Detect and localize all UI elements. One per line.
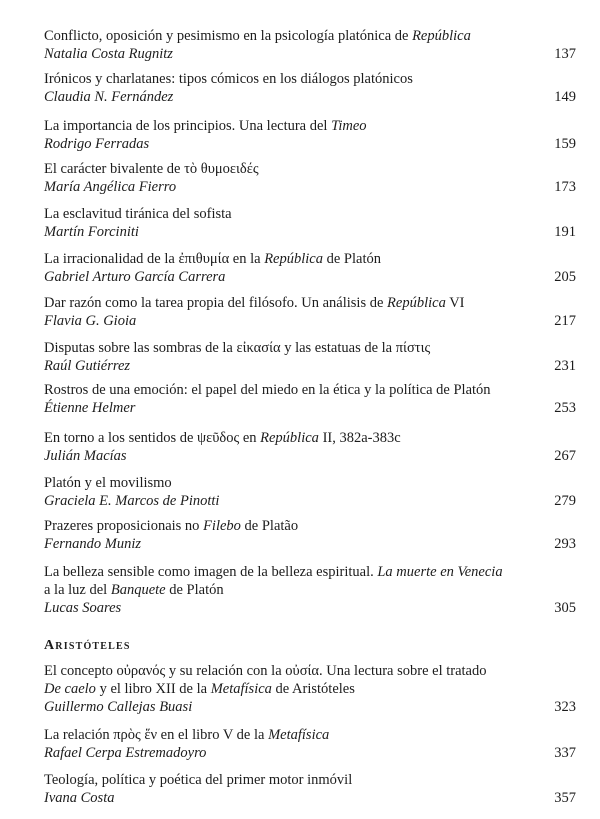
toc-entry: [44, 339, 576, 375]
entry-page-number: 191: [554, 224, 576, 240]
title-text: Teología, política y poética del primer motor inmóvil: [44, 772, 353, 788]
toc-entry: [44, 250, 576, 286]
entry-title: [44, 429, 576, 447]
entry-page-number: 253: [554, 400, 576, 416]
title-text: Conflicto, oposición y pesimismo en la psicología platónica de: [44, 28, 413, 44]
entry-author-row: [44, 744, 576, 762]
title-italic-text: República: [260, 430, 319, 446]
toc-entry: [44, 160, 576, 196]
entry-title-line-2: [44, 581, 576, 599]
toc-entry: [44, 70, 576, 106]
entry-author-row: [44, 535, 576, 553]
entry-author: Gabriel Arturo García Carrera: [44, 269, 226, 285]
entry-title: [44, 474, 576, 492]
entry-page-number: 323: [554, 699, 576, 715]
title-text: Platón y el movilismo: [44, 475, 172, 491]
entry-author-row: [44, 789, 576, 807]
title-text: Irónicos y charlatanes: tipos cómicos en los diálogos platónicos: [44, 71, 413, 87]
entry-author-row: [44, 447, 576, 465]
title-italic-text: Timeo: [331, 118, 367, 134]
entry-title: [44, 117, 576, 135]
title-italic-text: Banquete: [110, 582, 166, 598]
entry-page-number: 159: [554, 136, 576, 152]
toc-entry: [44, 517, 576, 553]
section-heading: Aristóteles: [44, 638, 131, 653]
entry-title: [44, 294, 576, 312]
title-text: La importancia de los principios. Una lectura del: [44, 118, 332, 134]
title-italic-text: República: [412, 28, 471, 44]
toc-entry: [44, 474, 576, 510]
entry-author: María Angélica Fierro: [44, 179, 177, 195]
entry-author: Fernando Muniz: [44, 536, 142, 552]
toc-entry: [44, 205, 576, 241]
entry-title: [44, 250, 576, 268]
entry-title-line-1: [44, 563, 576, 581]
entry-author-row: [44, 135, 576, 153]
toc-entry: [44, 662, 576, 716]
entry-author: Claudia N. Fernández: [44, 89, 174, 105]
entry-title: [44, 160, 576, 178]
toc-entry: [44, 563, 576, 617]
entry-author-row: [44, 45, 576, 63]
title-italic-text: De caelo: [44, 681, 96, 697]
entry-title-line-2: [44, 680, 576, 698]
title-italic-text: República: [387, 295, 446, 311]
entry-page-number: 217: [554, 313, 576, 329]
entry-page-number: 337: [554, 745, 576, 761]
entry-page-number: 205: [554, 269, 576, 285]
toc-entry: [44, 294, 576, 330]
entry-author: Julián Macías: [44, 448, 127, 464]
entry-title-line-1: [44, 662, 576, 680]
entry-page-number: 149: [554, 89, 576, 105]
entry-author: Graciela E. Marcos de Pinotti: [44, 493, 220, 509]
toc-entry: [44, 27, 576, 63]
entry-author-row: [44, 599, 576, 617]
title-text: La belleza sensible como imagen de la belleza espiritual.: [44, 564, 378, 580]
title-text: de Platón: [165, 582, 224, 598]
entry-title: [44, 339, 576, 357]
entry-title: [44, 726, 576, 744]
title-text: El concepto οὐρανός y su relación con la οὐσία. Una lectura sobre el tratado: [44, 663, 487, 679]
entry-title: [44, 27, 576, 45]
entry-author: Lucas Soares: [44, 600, 122, 616]
entry-author: Étienne Helmer: [44, 400, 136, 416]
title-text: Prazeres proposicionais no: [44, 518, 204, 534]
entry-title: [44, 70, 576, 88]
entry-author: Rafael Cerpa Estremadoyro: [44, 745, 207, 761]
title-text: La irracionalidad de la ἐπιθυμία en la: [44, 251, 265, 267]
toc-entry: [44, 381, 576, 417]
entry-page-number: 137: [554, 46, 576, 62]
title-text: VI: [445, 295, 465, 311]
toc-entry: [44, 429, 576, 465]
entry-author: Ivana Costa: [44, 790, 115, 806]
entry-author-row: [44, 312, 576, 330]
toc-entry: [44, 117, 576, 153]
title-italic-text: Filebo: [203, 518, 241, 534]
title-text: II, 382a-383c: [318, 430, 401, 446]
entry-page-number: 357: [554, 790, 576, 806]
entry-author-row: [44, 178, 576, 196]
title-text: Disputas sobre las sombras de la εἰκασία y las estatuas de la πίστις: [44, 340, 431, 356]
entry-title: [44, 205, 576, 223]
title-text: de Platón: [323, 251, 381, 267]
title-text: de Platão: [240, 518, 299, 534]
title-text: La esclavitud tiránica del sofista: [44, 206, 232, 222]
title-text: de Aristóteles: [271, 681, 355, 697]
entry-author: Guillermo Callejas Buasi: [44, 699, 193, 715]
entry-author: Rodrigo Ferradas: [44, 136, 150, 152]
entry-author: Raúl Gutiérrez: [44, 358, 131, 374]
entry-page-number: 267: [554, 448, 576, 464]
entry-page-number: 279: [554, 493, 576, 509]
entry-author: Martín Forciniti: [44, 224, 139, 240]
entry-title: [44, 771, 576, 789]
title-text: y el libro XII de la: [95, 681, 211, 697]
entry-author-row: [44, 268, 576, 286]
entry-author-row: [44, 399, 576, 417]
title-text: El carácter bivalente de τὸ θυμοειδές: [44, 161, 259, 177]
entry-author: Flavia G. Gioia: [44, 313, 137, 329]
toc-entry: [44, 771, 576, 807]
entry-author: Natalia Costa Rugnitz: [44, 46, 173, 62]
title-text: Rostros de una emoción: el papel del miedo en la ética y la política de Platón: [44, 382, 491, 398]
entry-title: [44, 381, 576, 399]
title-italic-text: La muerte en Venecia: [377, 564, 503, 580]
title-text: La relación πρὸς ἕν en el libro V de la: [44, 727, 269, 743]
title-italic-text: Metafísica: [268, 727, 330, 743]
toc-entry: [44, 726, 576, 762]
entry-author-row: [44, 88, 576, 106]
entry-author-row: [44, 223, 576, 241]
title-text: Dar razón como la tarea propia del filósofo. Un análisis de: [44, 295, 388, 311]
entry-page-number: 231: [554, 358, 576, 374]
entry-author-row: [44, 492, 576, 510]
title-text: En torno a los sentidos de ψεῦδος en: [44, 430, 261, 446]
entry-author-row: [44, 698, 576, 716]
title-italic-text: Metafísica: [210, 681, 272, 697]
entry-page-number: 305: [554, 600, 576, 616]
title-text: a la luz del: [44, 582, 111, 598]
entry-page-number: 173: [554, 179, 576, 195]
title-italic-text: República: [264, 251, 323, 267]
entry-author-row: [44, 357, 576, 375]
entry-page-number: 293: [554, 536, 576, 552]
entry-title: [44, 517, 576, 535]
